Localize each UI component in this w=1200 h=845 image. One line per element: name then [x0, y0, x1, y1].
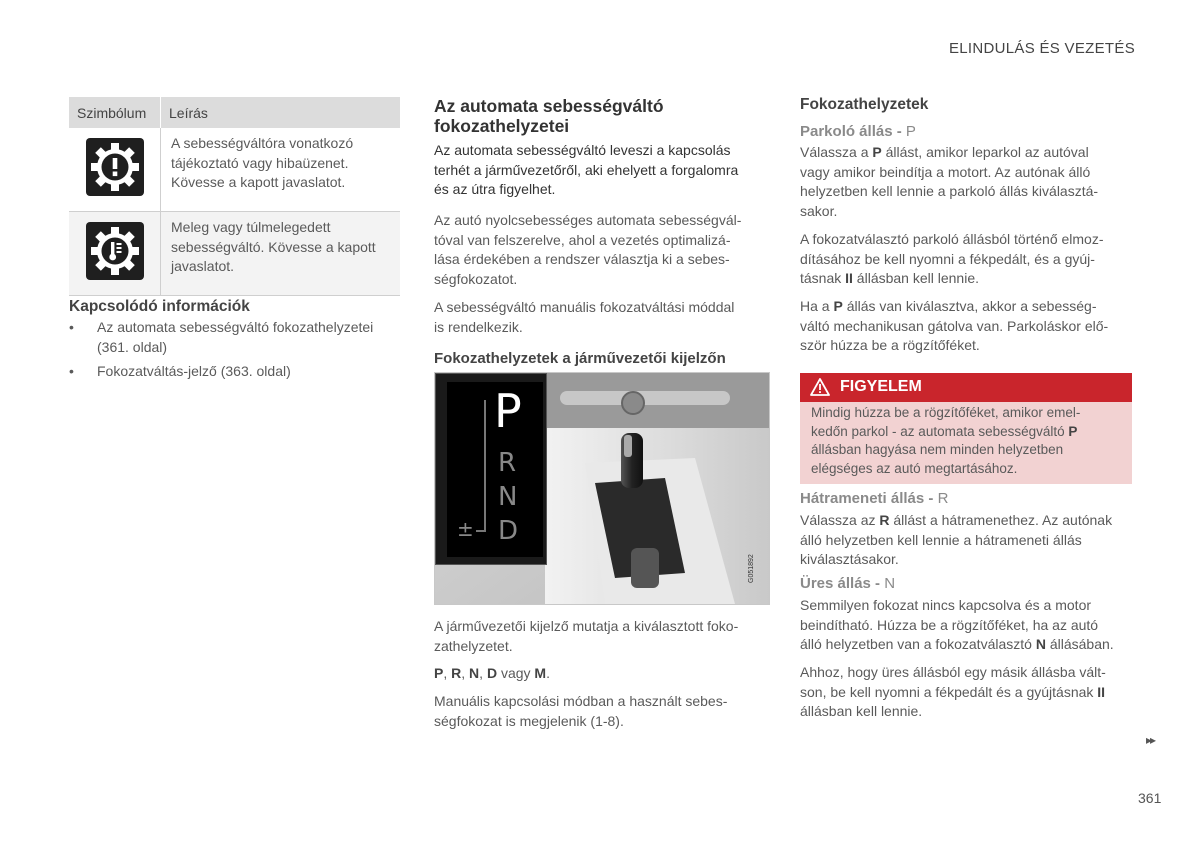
- description-cell: Meleg vagy túlmelegedett sebességváltó. Kövesse a kapott javaslatot.: [161, 212, 401, 296]
- paragraph: Ahhoz, hogy üres állásból egy másik állásba vált- son, be kell nyomni a fékpedált és a gyújtásnak II állásban kell lennie.: [800, 664, 1106, 719]
- reverse-heading: Hátrameneti állás - R: [800, 490, 949, 507]
- paragraph: Manuális kapcsolási módban a használt sebes- ségfokozat is megjelenik (1-8).: [434, 693, 728, 729]
- paragraph: Az autó nyolcsebességes automata sebességvál- tóval van felszerelve, ahol a vezetés optimalizá- lása érdekében a rendszer választja ki a sebes- ségfokozatot.: [434, 212, 742, 287]
- paragraph: A sebességváltó manuális fokozatváltási móddal is rendelkezik.: [434, 299, 735, 335]
- gear-letters: P, R, N, D vagy M.: [434, 665, 550, 681]
- paragraph: Válassza a P állást, amikor leparkol az autóval vagy amikor beindítja a motort. Az autónak álló helyzetben kell lennie a parkoló állás kiválasztá- sakor.: [800, 144, 1099, 219]
- intro-text: Az automata sebességváltó leveszi a kapcsolás terhét a járművezetőről, aki ehelyett a forgalomra és az útra figyelhet.: [434, 142, 739, 197]
- table-header-symbol: Szimbólum: [69, 97, 161, 128]
- related-info-heading: Kapcsolódó információk: [69, 298, 250, 315]
- list-item[interactable]: • Fokozatváltás-jelző (363. oldal): [69, 363, 291, 379]
- display-heading: Fokozathelyzetek a járművezetői kijelzőn: [434, 350, 726, 367]
- list-item[interactable]: • Az automata sebességváltó fokozathelyzetei (361. oldal): [69, 319, 374, 355]
- photo-code: G051892: [748, 554, 755, 583]
- table-header-description: Leírás: [161, 97, 401, 128]
- gearbox-temperature-icon: [86, 222, 144, 280]
- paragraph: A fokozatválasztó parkoló állásból történő elmoz- dításához be kell nyomni a fékpedált, és a gyúj- tásnak II állásban kell lennie.: [800, 231, 1104, 286]
- table-row: [69, 128, 400, 212]
- chapter-title: ELINDULÁS ÉS VEZETÉS: [948, 40, 1135, 57]
- gear-indicator-bar: [484, 400, 486, 532]
- warning-header: [800, 373, 1132, 402]
- symbol-cell: [69, 212, 161, 296]
- gear-p-label: P: [494, 384, 522, 438]
- related-info-list: [69, 318, 399, 382]
- symbol-cell: [69, 128, 161, 212]
- section-title: Az automata sebességváltó fokozathelyzetei: [434, 96, 664, 136]
- gearbox-warning-icon: [86, 138, 144, 196]
- warning-body: Mindig húzza be a rögzítőféket, amikor emel- kedőn parkol - az automata sebességváltó P állásban hagyása nem minden helyzetben elégséges az autó megtartásához.: [800, 402, 1132, 484]
- warning-triangle-icon: [810, 378, 830, 396]
- continue-icon: ▸▸: [1146, 733, 1155, 747]
- gear-d-label: D: [498, 516, 519, 546]
- gear-r-label: R: [498, 448, 517, 478]
- gear-n-label: N: [498, 482, 518, 512]
- driver-display: [435, 373, 547, 565]
- paragraph: Ha a P állás van kiválasztva, akkor a sebesség- váltó mechanikusan gátolva van. Parkoláskor elő- ször húzza be a rögzítőféket.: [800, 298, 1109, 353]
- paragraph: Semmilyen fokozat nincs kapcsolva és a motor beindítható. Húzza be a rögzítőféket, ha az autó álló helyzetben van a fokozatválasztó N állásában.: [800, 597, 1114, 652]
- manual-mode-label: ±: [457, 517, 474, 541]
- page-number: 361: [1138, 790, 1162, 806]
- photo-caption: A járművezetői kijelző mutatja a kiválasztott foko- zathelyzetet.: [434, 618, 739, 654]
- table-row: [69, 212, 400, 296]
- positions-heading: Fokozathelyzetek: [800, 96, 929, 113]
- park-heading: Parkoló állás - P: [800, 123, 916, 140]
- description-cell: A sebességváltóra vonatkozó tájékoztató vagy hibaüzenet. Kövesse a kapott javaslatot.: [161, 128, 401, 212]
- symbol-table: [69, 97, 400, 296]
- gear-selector-photo: [434, 372, 770, 605]
- paragraph: Válassza az R állást a hátramenethez. Az autónak álló helyzetben kell lennie a hátrameneti állás kiválasztásakor.: [800, 512, 1113, 567]
- neutral-heading: Üres állás - N: [800, 575, 896, 592]
- warning-label: FIGYELEM: [840, 378, 922, 395]
